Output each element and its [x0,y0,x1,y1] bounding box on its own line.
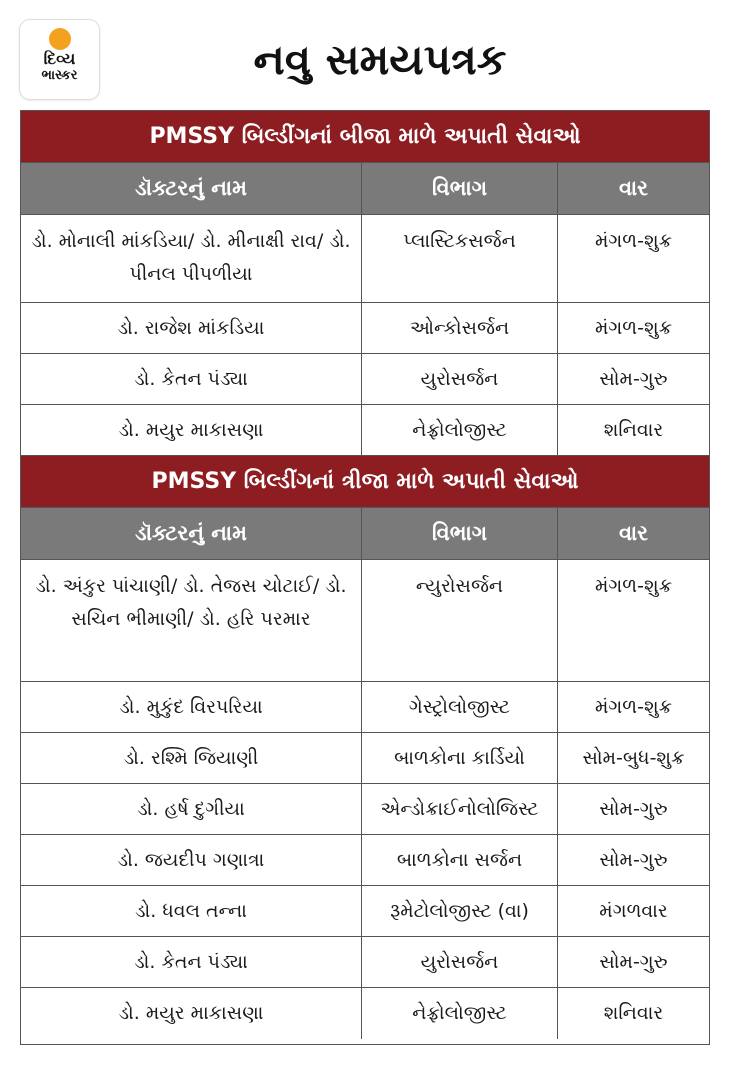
department-cell: બાળકોના કાર્ડિયો [362,733,558,783]
department-cell: યુરોસર્જન [362,937,558,987]
days-cell: શનિવાર [603,418,664,441]
table-row [21,886,709,937]
doctor-cell: ડો. મયુર માકાસણા [21,405,362,455]
days-cell: શનિવાર [603,1002,664,1024]
doctor-cell: ડો. રશ્મિ જિયાણી [21,733,362,783]
table-row [21,733,709,784]
table-row [21,354,709,405]
logo-line-2: ભાસ્કર [41,67,78,83]
table-header-row [21,508,709,560]
column-header-days: વાર [618,176,649,200]
table-row [21,835,709,886]
section-heading-third-floor: PMSSY બિલ્ડીંગનાં ત્રીજા માળે અપાતી સેવાઓ [21,456,709,508]
logo-line-1: દિવ્ય [43,48,76,68]
department-cell: ન્યુરોસર્જન [362,560,558,681]
department-cell: ઓન્કોસર્જન [362,303,558,353]
table-row [21,560,709,682]
days-cell: સોમ-ગુરુ [599,797,668,820]
table-row [21,937,709,988]
department-cell: રૂમેટોલોજીસ્ટ (વા) [362,886,558,936]
schedule-table [20,110,710,1045]
department-cell: પ્લાસ્ટિકસર્જન [362,215,558,302]
doctor-cell: ડો. કેતન પંડ્યા [21,354,362,404]
doctor-cell: ડો. મુકુંદ વિરપરિયા [21,682,362,732]
page-title: નવુ સમયપત્રક [253,35,507,84]
column-header-department: વિભાગ [362,163,558,214]
table-row [21,784,709,835]
table-row [21,215,709,303]
section-heading-second-floor: PMSSY બિલ્ડીંગનાં બીજા માળે અપાતી સેવાઓ [21,111,709,163]
column-header-days: વાર [618,521,649,545]
department-cell: બાળકોના સર્જન [362,835,558,885]
table-header-row [21,163,709,215]
column-header-doctor: ડૉક્ટરનું નામ [21,508,362,559]
days-cell: મંગળ-શુક્ર [594,230,673,252]
department-cell: યુરોસર્જન [362,354,558,404]
days-cell: સોમ-ગુરુ [599,367,668,390]
doctor-cell: ડો. રાજેશ માંકડિયા [21,303,362,353]
days-cell: સોમ-બુધ-શુક્ર [582,746,685,769]
days-cell: સોમ-ગુરુ [599,950,668,973]
table-row [21,405,709,456]
doctor-cell: ડો. અંકુર પાંચાણી/ ડો. તેજસ ચોટાઈ/ ડો. સચિન ભીમાણી/ ડો. હરિ પરમાર [21,560,362,681]
department-cell: નેફ્રોલોજીસ્ટ [362,988,558,1039]
column-header-department: વિભાગ [362,508,558,559]
department-cell: ગેસ્ટ્રોલોજીસ્ટ [362,682,558,732]
doctor-cell: ડો. હર્ષ દુગીયા [21,784,362,834]
doctor-cell: ડો. જયદીપ ગણાત્રા [21,835,362,885]
table-row [21,988,709,1039]
days-cell: મંગળ-શુક્ર [594,695,673,718]
doctor-cell: ડો. મોનાલી માંકડિયા/ ડો. મીનાક્ષી રાવ/ ડો. પીનલ પીપળીયા [21,215,362,302]
days-cell: મંગળવાર [599,899,668,922]
column-header-doctor: ડૉક્ટરનું નામ [21,163,362,214]
days-cell: સોમ-ગુરુ [599,848,668,871]
department-cell: એન્ડોક્રાઈનોલોજિસ્ટ [362,784,558,834]
doctor-cell: ડો. કેતન પંડ્યા [21,937,362,987]
doctor-cell: ડો. મયુર માકાસણા [21,988,362,1039]
doctor-cell: ડો. ધવલ તન્ના [21,886,362,936]
days-cell: મંગળ-શુક્ર [594,316,673,339]
table-row [21,303,709,354]
days-cell: મંગળ-શુક્ર [594,575,673,597]
department-cell: નેફ્રોલોજીસ્ટ [362,405,558,455]
table-row [21,682,709,733]
